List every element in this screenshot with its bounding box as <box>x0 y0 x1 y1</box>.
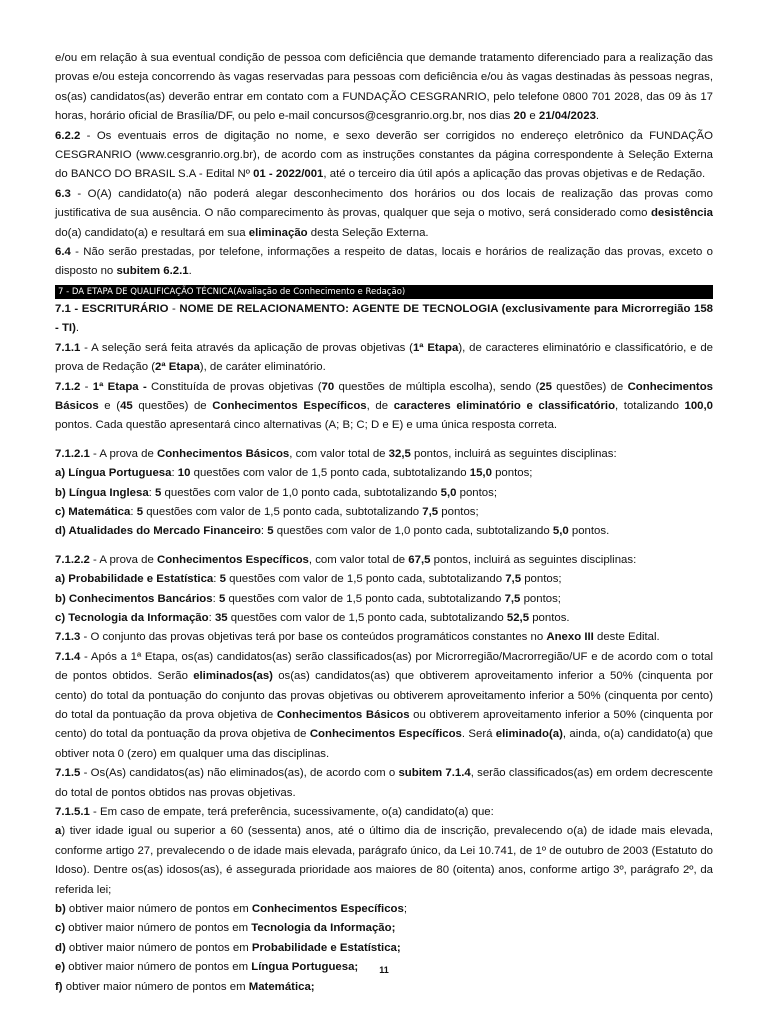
paragraph-7-1-2-1: 7.1.2.1 - A prova de Conhecimentos Básicos, com valor total de 32,5 pontos, incluirá as seguintes disciplinas: <box>55 447 617 460</box>
section-7-header: 7 - DA ETAPA DE QUALIFICAÇÃO TÉCNICA(Avaliação de Conhecimento e Redação) <box>55 285 713 299</box>
page-number: 11 <box>379 965 389 975</box>
list-item: c) Tecnologia da Informação: 35 questões com valor de 1,5 ponto cada, subtotalizando 52,5 pontos. <box>55 611 570 624</box>
paragraph-7-1-2-2: 7.1.2.2 - A prova de Conhecimentos Específicos, com valor total de 67,5 pontos, incluirá as seguintes disciplinas: <box>55 553 637 566</box>
paragraph-6-2-2: 6.2.2 - Os eventuais erros de digitação no nome, e sexo deverão ser corrigidos no endereço eletrônico da FUNDAÇÃO CESGRANRIO (www.cesgranrio.org.br), de acordo com as instruções constantes da página correspondente à Seleção Externa do BANCO DO BRASIL S.A - Edital Nº 01 - 2022/001, até o terceiro dia útil após a aplicação das provas objetivas e de Redação. <box>55 129 713 181</box>
list-item: b) Língua Inglesa: 5 questões com valor de 1,0 ponto cada, subtotalizando 5,0 pontos; <box>55 486 497 499</box>
list-item: d) obtiver maior número de pontos em Probabilidade e Estatística; <box>55 941 401 954</box>
list-item: d) Atualidades do Mercado Financeiro: 5 questões com valor de 1,0 ponto cada, subtotalizando 5,0 pontos. <box>55 525 610 538</box>
list-item: f) obtiver maior número de pontos em Matemática; <box>55 980 315 993</box>
list-item: a) Língua Portuguesa: 10 questões com valor de 1,5 ponto cada, subtotalizando 15,0 pontos; <box>55 467 533 480</box>
paragraph-7-1-5: 7.1.5 - Os(As) candidatos(as) não eliminados(as), de acordo com o subitem 7.1.4, serão classificados(as) em ordem decrescente do total de pontos obtidos nas provas objetivas. <box>55 767 713 799</box>
document-body <box>55 49 713 997</box>
list-item: b) Conhecimentos Bancários: 5 questões com valor de 1,5 ponto cada, subtotalizando 7,5 pontos; <box>55 592 561 605</box>
paragraph-6-3: 6.3 - O(A) candidato(a) não poderá alegar desconhecimento dos horários ou dos locais de realização das provas como justificativa de sua ausência. O não comparecimento às provas, qualquer que seja o motivo, será considerado como desistência do(a) candidato(a) e resultará em sua eliminação desta Seleção Externa. <box>55 187 713 239</box>
paragraph-7-1-1: 7.1.1 - A seleção será feita através da aplicação de provas objetivas (1ª Etapa), de caracteres eliminatório e classificatório, e de prova de Redação (2ª Etapa), de caráter eliminatório. <box>55 341 713 374</box>
list-item: c) obtiver maior número de pontos em Tecnologia da Informação; <box>55 922 396 935</box>
paragraph-7-1-2: 7.1.2 - 1ª Etapa - Constituída de provas objetivas (70 questões de múltipla escolha), sendo (25 questões) de Conhecimentos Básicos e (45 questões) de Conhecimentos Específicos, de caracteres eliminatório e classificatório, totalizando 100,0 pontos. Cada questão apresentará cinco alternativas (A; B; C; D e E) e uma única resposta correta. <box>55 380 714 432</box>
list-item: a) tiver idade igual ou superior a 60 (sessenta) anos, até o último dia de inscrição, prevalecendo o(a) de idade mais elevada, conforme artigo 27, prevalecendo o de idade mais elevada, parágrafo único, da Lei 10.741, de 1º de outubro de 2003 (Estatuto do Idoso). Dentre os(as) idosos(as), é assegurada prioridade aos maiores de 80 (oitenta) anos, conforme artigo 3º, parágrafo 2º, da referida lei; <box>55 825 713 896</box>
paragraph-7-1-4: 7.1.4 - Após a 1ª Etapa, os(as) candidatos(as) serão classificados(as) por Microrregião/Macrorregião/UF e de acordo com o total de pontos obtidos. Serão eliminados(as) os(as) candidatos(as) que obtiverem aproveitamento inferior a 50% (cinquenta por cento) do total da pontuação do conjunto das provas objetivas ou obtiverem aproveitamento inferior a 50% (cinquenta por cento) do total da pontuação da prova objetiva de Conhecimentos Básicos ou obtiverem aproveitamento inferior a 50% (cinquenta por cento) do total da pontuação da prova objetiva de Conhecimentos Específicos. Será eliminado(a), ainda, o(a) candidato(a) que obtiver nota 0 (zero) em qualquer uma das disciplinas. <box>55 650 714 760</box>
paragraph-6-2-1-continuation: e/ou em relação à sua eventual condição de pessoa com deficiência que demande tratamento diferenciado para a realização das provas e/ou esteja concorrendo às vagas reservadas para pessoas com deficiência e/ou às vagas destinadas às pessoas negras, os(as) candidatos(as) deverão entrar em contato com a FUNDAÇÃO CESGRANRIO, pelo telefone 0800 701 2028, das 09 às 17 horas, horário oficial de Brasília/DF, ou pelo e-mail concursos@cesgranrio.org.br, nos dias 20 e 21/04/2023. <box>55 52 713 123</box>
list-item: b) obtiver maior número de pontos em Conhecimentos Específicos; <box>55 903 407 916</box>
paragraph-6-4: 6.4 - Não serão prestadas, por telefone, informações a respeito de datas, locais e horários de realização das provas, exceto o disposto no subitem 6.2.1. <box>55 246 713 278</box>
list-item: e) obtiver maior número de pontos em Língua Portuguesa; <box>55 961 359 974</box>
basicos-list <box>55 464 713 542</box>
list-item: c) Matemática: 5 questões com valor de 1,5 ponto cada, subtotalizando 7,5 pontos; <box>55 505 479 518</box>
list-item: a) Probabilidade e Estatística: 5 questões com valor de 1,5 ponto cada, subtotalizando 7,5 pontos; <box>55 573 562 586</box>
paragraph-7-1: 7.1 - ESCRITURÁRIO - NOME DE RELACIONAMENTO: AGENTE DE TECNOLOGIA (exclusivamente para Microrregião 158 - TI). <box>55 302 714 335</box>
especificos-list <box>55 570 713 628</box>
paragraph-7-1-3: 7.1.3 - O conjunto das provas objetivas terá por base os conteúdos programáticos constantes no Anexo III deste Edital. <box>55 631 660 644</box>
paragraph-7-1-5-1: 7.1.5.1 - Em caso de empate, terá preferência, sucessivamente, o(a) candidato(a) que: <box>55 806 494 819</box>
